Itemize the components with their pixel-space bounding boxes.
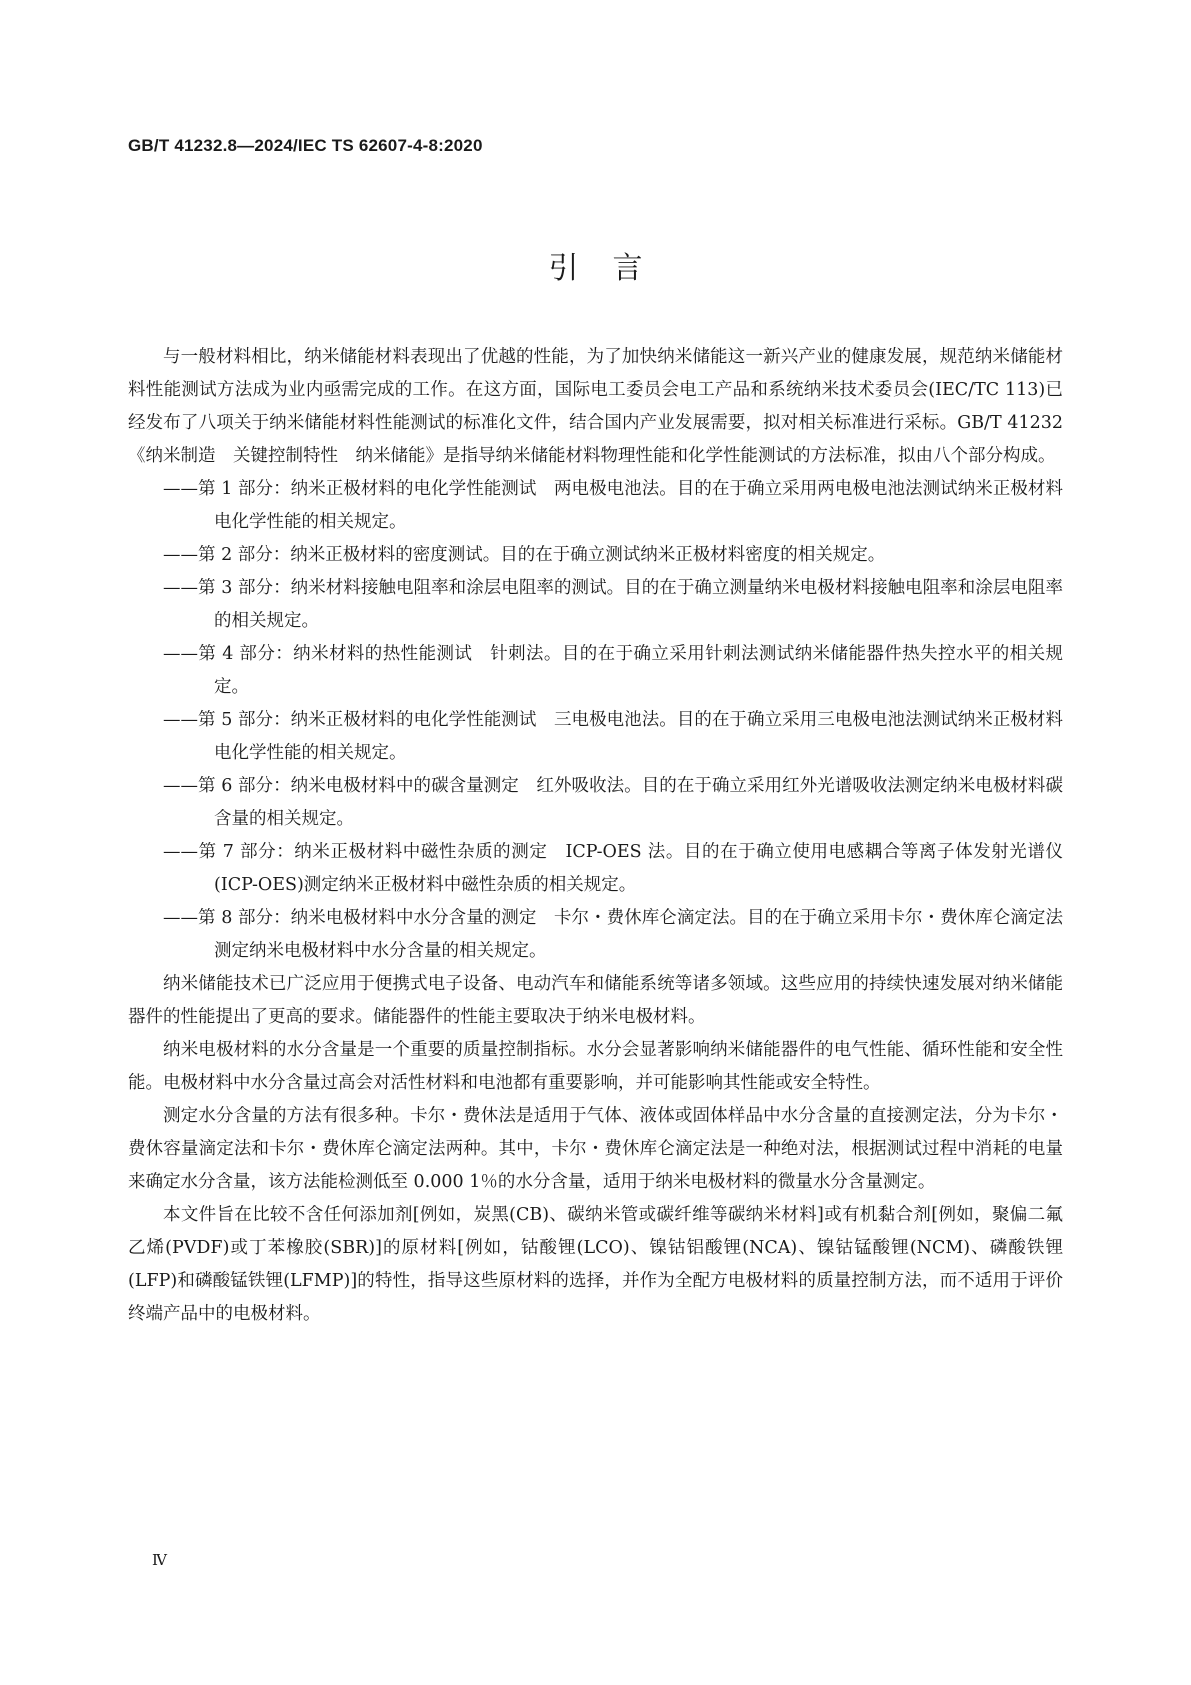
paragraph-measurement-methods: 测定水分含量的方法有很多种。卡尔・费休法是适用于气体、液体或固体样品中水分含量的直接测定法，分为卡尔・费休容量滴定法和卡尔・费休库仑滴定法两种。其中，卡尔・费休库仑滴定法是一种绝对法，根据测试过程中消耗的电量来确定水分含量，该方法能检测低至 0.000 1％的水分含量，适用于纳米电极材料的微量水分含量测定。 — [128, 1106, 1063, 1192]
list-item-part-7: ——第 7 部分：纳米正极材料中磁性杂质的测定 ICP-OES 法。目的在于确立使用电感耦合等离子体发射光谱仪(ICP-OES)测定纳米正极材料中磁性杂质的相关规定。 — [163, 842, 1063, 895]
list-item-part-2: ——第 2 部分：纳米正极材料的密度测试。目的在于确立测试纳米正极材料密度的相关规定。 — [163, 545, 886, 565]
standard-code-header: GB/T 41232.8—2024/IEC TS 62607-4-8:2020 — [128, 136, 483, 155]
paragraph-moisture-indicator: 纳米电极材料的水分含量是一个重要的质量控制指标。水分会显著影响纳米储能器件的电气性能、循环性能和安全性能。电极材料中水分含量过高会对活性材料和电池都有重要影响，并可能影响其性能或安全特性。 — [128, 1040, 1063, 1093]
intro-paragraph: 与一般材料相比，纳米储能材料表现出了优越的性能，为了加快纳米储能这一新兴产业的健康发展，规范纳米储能材料性能测试方法成为业内亟需完成的工作。在这方面，国际电工委员会电工产品和系统纳米技术委员会(IEC/TC 113)已经发布了八项关于纳米储能材料性能测试的标准化文件，结合国内产业发展需要，拟对相关标准进行采标。GB/T 41232《纳米制造 关键控制特性 纳米储能》是指导纳米储能材料物理性能和化学性能测试的方法标准，拟由八个部分构成。 — [128, 347, 1063, 466]
list-item-part-4: ——第 4 部分：纳米材料的热性能测试 针刺法。目的在于确立采用针刺法测试纳米储能器件热失控水平的相关规定。 — [163, 644, 1063, 697]
main-content — [128, 341, 1063, 1331]
parts-list — [128, 473, 1063, 968]
list-item-part-3: ——第 3 部分：纳米材料接触电阻率和涂层电阻率的测试。目的在于确立测量纳米电极材料接触电阻率和涂层电阻率的相关规定。 — [163, 578, 1063, 631]
list-item-part-1: ——第 1 部分：纳米正极材料的电化学性能测试 两电极电池法。目的在于确立采用两电极电池法测试纳米正极材料电化学性能的相关规定。 — [163, 479, 1063, 532]
paragraph-applications: 纳米储能技术已广泛应用于便携式电子设备、电动汽车和储能系统等诸多领域。这些应用的持续快速发展对纳米储能器件的性能提出了更高的要求。储能器件的性能主要取决于纳米电极材料。 — [128, 974, 1063, 1027]
page-number: Ⅳ — [152, 1551, 167, 1569]
paragraph-scope: 本文件旨在比较不含任何添加剂[例如，炭黑(CB)、碳纳米管或碳纤维等碳纳米材料]或有机黏合剂[例如，聚偏二氟乙烯(PVDF)或丁苯橡胶(SBR)]的原材料[例如，钴酸锂(LCO)、镍钴铝酸锂(NCA)、镍钴锰酸锂(NCM)、磷酸铁锂(LFP)和磷酸锰铁锂(LFMP)]的特性，指导这些原材料的选择，并作为全配方电极材料的质量控制方法，而不适用于评价终端产品中的电极材料。 — [128, 1205, 1063, 1324]
list-item-part-8: ——第 8 部分：纳米电极材料中水分含量的测定 卡尔・费休库仑滴定法。目的在于确立采用卡尔・费休库仑滴定法测定纳米电极材料中水分含量的相关规定。 — [163, 908, 1063, 961]
list-item-part-6: ——第 6 部分：纳米电极材料中的碳含量测定 红外吸收法。目的在于确立采用红外光谱吸收法测定纳米电极材料碳含量的相关规定。 — [163, 776, 1063, 829]
page-title: 引言 — [548, 251, 677, 286]
list-item-part-5: ——第 5 部分：纳米正极材料的电化学性能测试 三电极电池法。目的在于确立采用三电极电池法测试纳米正极材料电化学性能的相关规定。 — [163, 710, 1063, 763]
